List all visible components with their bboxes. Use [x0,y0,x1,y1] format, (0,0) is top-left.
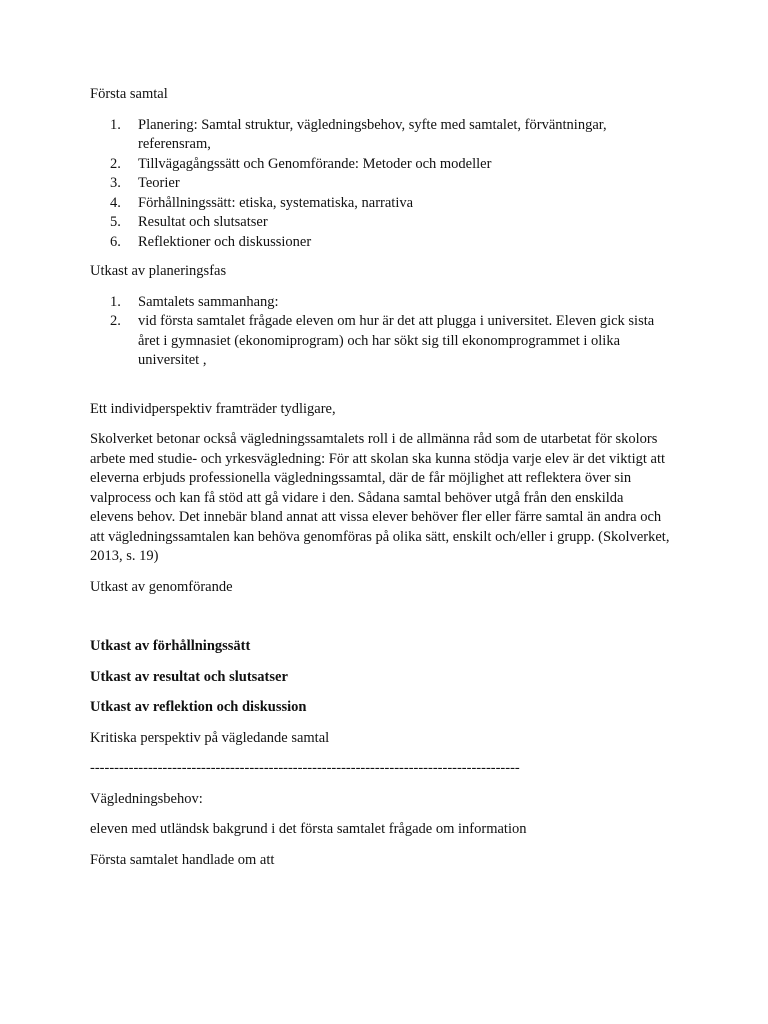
list-item [90,213,670,233]
paragraph-individperspektiv: Ett individperspektiv framträder tydligare, [90,400,336,417]
list-item [90,312,670,371]
list-item-text: Resultat och slutsatser [138,214,268,230]
document-page [90,85,670,881]
heading-reflektion: Utkast av reflektion och diskussion [90,699,307,715]
list-number: 1. [110,116,121,133]
list-item-text: vid första samtalet frågade eleven om hur är det att plugga i universitet. Eleven gick sista året i gymnasiet (ekonomiprogram) och har sökt sig till ekonomprogrammet i olika universitet , [138,313,655,368]
list-item-text: Planering: Samtal struktur, vägledningsbehov, syfte med samtalet, förväntningar, referensram, [138,116,607,152]
list-number: 3. [110,175,121,191]
paragraph-eleven: eleven med utländsk bakgrund i det första samtalet frågade om information [90,821,527,837]
list-item [90,174,670,194]
list-item-text: Tillvägagångssätt och Genomförande: Metoder och modeller [138,155,492,172]
list-number: 1. [110,293,121,310]
list-number: 2. [110,313,121,329]
heading-genomforande: Utkast av genomförande [90,578,233,595]
spacer [90,608,670,637]
heading-forhallningssatt: Utkast av förhållningssätt [90,638,251,654]
list-item [90,293,670,313]
heading-planeringsfas: Utkast av planeringsfas [90,263,227,279]
list-number: 5. [110,214,121,230]
list-item-text: Reflektioner och diskussioner [138,233,312,250]
planning-list [90,293,670,371]
list-item [90,194,670,214]
heading-resultat: Utkast av resultat och slutsatser [90,668,288,685]
list-number: 2. [110,155,121,172]
list-item-text: Teorier [138,175,180,191]
list-item-text: Förhållningssätt: etiska, systematiska, narrativa [138,194,414,211]
list-number: 6. [110,233,121,250]
list-item [90,155,670,175]
spacer [90,371,670,400]
dash-divider: ----------------------------------------------------------------------------------------- [90,760,520,776]
paragraph-vagledningsbehov: Vägledningsbehov: [90,790,203,807]
outline-list [90,116,670,253]
list-number: 4. [110,194,121,211]
list-item-text: Samtalets sammanhang: [138,293,279,310]
list-item [90,116,670,155]
heading-forsta-samtal: Första samtal [90,86,168,102]
list-item [90,233,670,253]
paragraph-kritiska: Kritiska perspektiv på vägledande samtal [90,729,330,746]
paragraph-skolverket: Skolverket betonar också vägledningssamtalets roll i de allmänna råd som de utarbetat för skolors arbete med studie- och yrkesvägledning: För att skolan ska kunna stödja varje elev är det viktigt att eleverna erbjuds professionella vägledningssamtal, där de får möjlighet att reflektera över sin valprocess och kan få stöd att gå vidare i den. Sådana samtal behöver utgå från den enskilda elevens behov. Det innebär bland annat att vissa elever behöver fler eller färre samtal än andra och att vägledningssamtalen kan behöva genomföras på olika sätt, enskilt och/eller i grupp. (Skolverket, 2013, s. 19) [90,431,670,564]
paragraph-forsta-samtalet: Första samtalet handlade om att [90,851,275,868]
